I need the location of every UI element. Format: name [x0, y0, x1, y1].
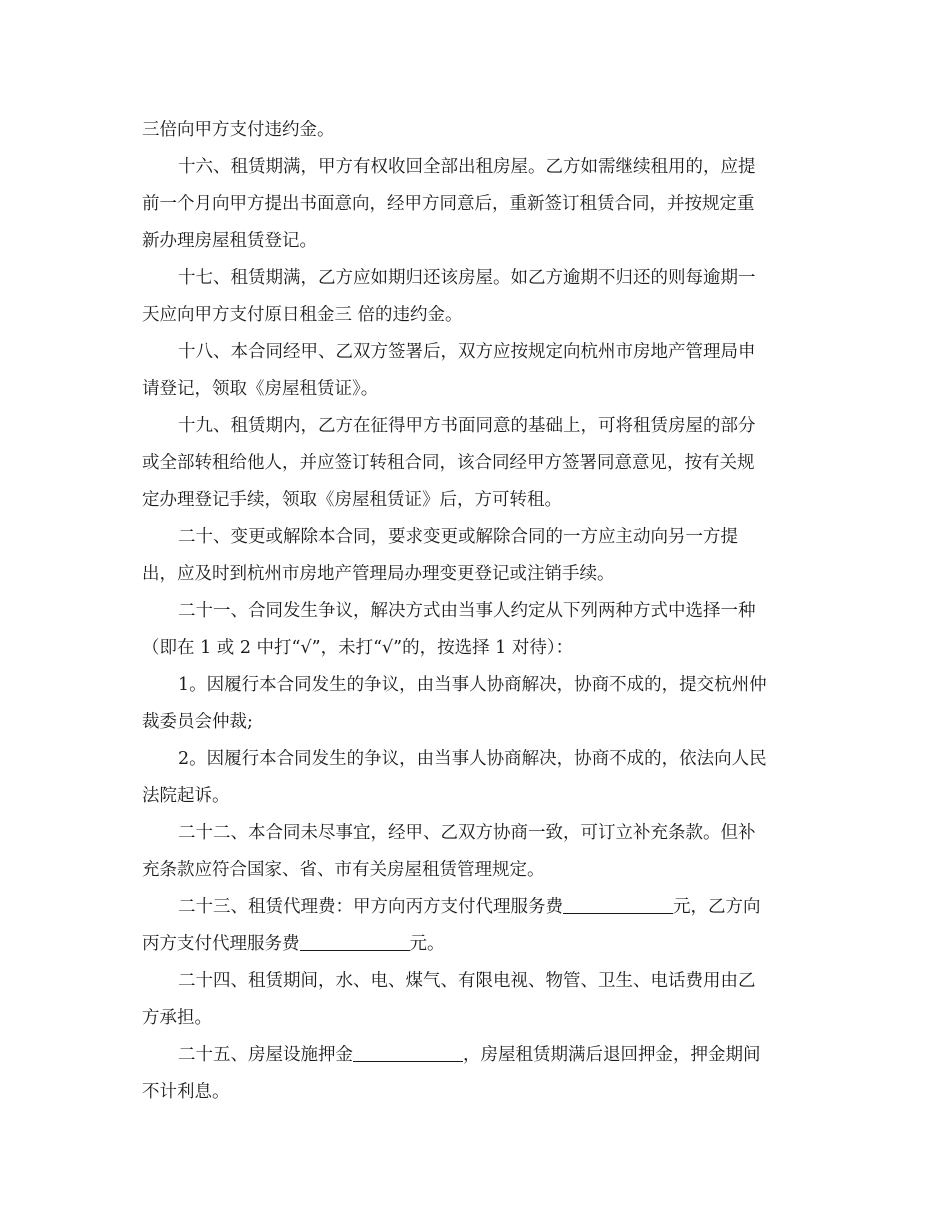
utilities-clause-line-1: 二十四、租赁期间，水、电、煤气、有限电视、物管、卫生、电话费用由乙: [178, 971, 756, 991]
fee-clause-text: 元，乙方向: [673, 897, 761, 917]
contract-body: [142, 112, 812, 1111]
text-line: 裁委员会仲裁;: [142, 712, 253, 732]
text-line: 三倍向甲方支付违约金。: [142, 120, 335, 140]
landlord-fee-blank[interactable]: [563, 891, 673, 914]
contract-text-lines: [142, 112, 812, 889]
utilities-clause-line-2: 方承担。: [142, 1008, 212, 1028]
text-line: 出，应及时到杭州市房地产管理局办理变更登记或注销手续。: [142, 564, 615, 584]
fee-clause-text: 丙方支付代理服务费: [142, 934, 300, 954]
text-line: 天应向甲方支付原日租金三 倍的违约金。: [142, 305, 463, 325]
fee-clause-text: 元。: [409, 934, 445, 954]
tenant-fee-blank[interactable]: [300, 928, 410, 951]
fee-clause-text: 二十三、租赁代理费：甲方向丙方支付代理服务费: [178, 897, 563, 917]
deposit-blank[interactable]: [353, 1039, 463, 1062]
text-line: 充条款应符合国家、省、市有关房屋租赁管理规定。: [142, 860, 545, 880]
text-line: 二十、变更或解除本合同，要求变更或解除合同的一方应主动向另一方提: [178, 527, 738, 547]
deposit-clause-text: ，房屋租赁期满后退回押金，押金期间: [463, 1045, 761, 1065]
text-line: 二十二、本合同未尽事宜，经甲、乙双方协商一致，可订立补充条款。但补: [178, 823, 756, 843]
text-line: 前一个月向甲方提出书面意向，经甲方同意后，重新签订租赁合同，并按规定重: [142, 194, 755, 214]
text-line: 定办理登记手续，领取《房屋租赁证》后，方可转租。: [142, 490, 562, 510]
text-line: 十七、租赁期满，乙方应如期归还该房屋。如乙方逾期不归还的则每逾期一: [178, 268, 756, 288]
deposit-clause-line-1: [142, 1037, 812, 1074]
text-line: 1。因履行本合同发生的争议，由当事人协商解决，协商不成的，提交杭州仲: [178, 675, 767, 695]
text-line: 2。因履行本合同发生的争议，由当事人协商解决，协商不成的，依法向人民: [178, 749, 767, 769]
text-line: 请登记，领取《房屋租赁证》。: [142, 379, 379, 399]
text-line: 十八、本合同经甲、乙双方签署后，双方应按规定向杭州市房地产管理局申: [178, 342, 756, 362]
text-line: （即在 1 或 2 中打“√”，未打“√”的，按选择 1 对待）：: [142, 638, 574, 658]
text-line: 新办理房屋租赁登记。: [142, 231, 317, 251]
deposit-clause-line-2: 不计利息。: [142, 1082, 230, 1102]
deposit-clause-text: 二十五、房屋设施押金: [178, 1045, 353, 1065]
text-line: 十六、租赁期满，甲方有权收回全部出租房屋。乙方如需继续租用的，应提: [178, 157, 756, 177]
text-line: 或全部转租给他人，并应签订转租合同，该合同经甲方签署同意意见，按有关规: [142, 453, 755, 473]
fee-clause-line-2: [142, 926, 812, 963]
text-line: 法院起诉。: [142, 786, 230, 806]
fee-clause-line-1: [142, 889, 812, 926]
text-line: 二十一、合同发生争议，解决方式由当事人约定从下列两种方式中选择一种: [178, 601, 756, 621]
text-line: 十九、租赁期内，乙方在征得甲方书面同意的基础上，可将租赁房屋的部分: [178, 416, 756, 436]
